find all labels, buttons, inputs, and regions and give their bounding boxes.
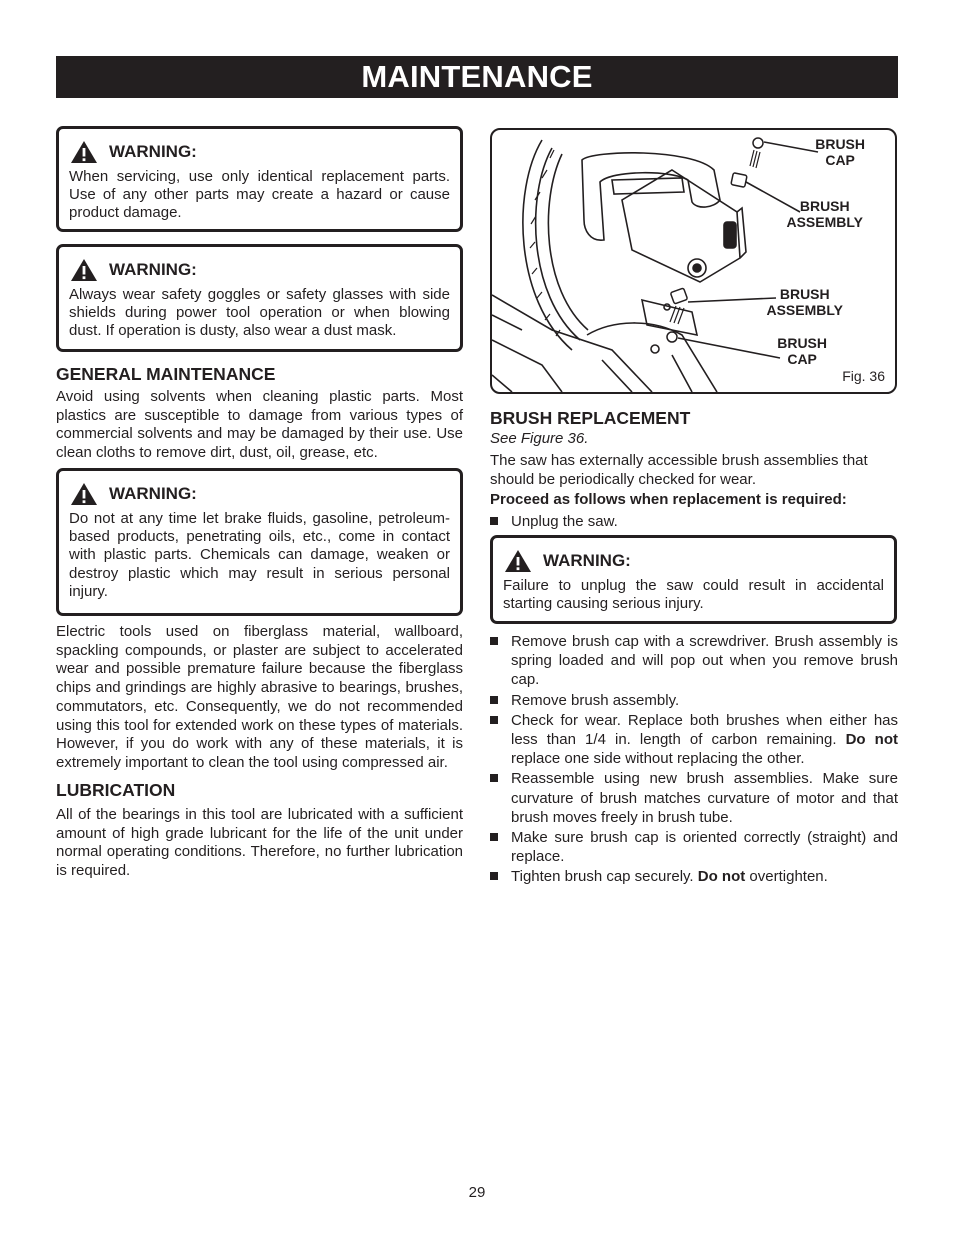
warning-triangle-icon bbox=[70, 258, 98, 282]
warning-label: WARNING: bbox=[109, 142, 197, 161]
warning-label: WARNING: bbox=[543, 551, 631, 570]
warning-triangle-icon bbox=[504, 549, 532, 573]
page-number: 29 bbox=[468, 1184, 486, 1201]
list-item: Remove brush assembly. bbox=[490, 691, 898, 710]
label-brush-assembly-top: BRUSH ASSEMBLY bbox=[786, 198, 863, 230]
warning-box-replacement-parts bbox=[56, 126, 463, 232]
unplug-step-list bbox=[490, 512, 898, 532]
proceed-instruction: Proceed as follows when replacement is required: bbox=[490, 491, 847, 508]
label-brush-cap-bottom: BRUSH CAP bbox=[777, 335, 827, 367]
page-title: MAINTENANCE bbox=[56, 56, 898, 98]
brush-replacement-heading: BRUSH REPLACEMENT bbox=[490, 408, 691, 428]
label-brush-assembly-bottom: BRUSH ASSEMBLY bbox=[766, 286, 843, 318]
warning-label: WARNING: bbox=[109, 484, 197, 503]
general-maintenance-text: Avoid using solvents when cleaning plastic parts. Most plastics are susceptible to damage from various types of commercial solvents and may be damaged by their use. Use clean cloths to remove dirt, dust, oil, grease, etc. bbox=[56, 388, 463, 462]
list-item: Check for wear. Replace both brushes when either has less than 1/4 in. length of carbon remaining. Do not replace one side without replacing the other. bbox=[490, 711, 898, 769]
list-item: Tighten brush cap securely. Do not overtighten. bbox=[490, 867, 898, 886]
figure-caption: Fig. 36 bbox=[842, 368, 885, 384]
fiberglass-text: Electric tools used on fiberglass material, wallboard, spackling compounds, or plaster are subject to accelerated wear and possible premature failure because the fiberglass chips and grindings are highly abrasive to bearings, brushes, commutators, etc. Consequently, we do not recommended using this tool for extended work on these types of materials. However, if you do work with any of these materials, it is extremely important to clean the tool using compressed air. bbox=[56, 623, 463, 771]
warning-triangle-icon bbox=[70, 482, 98, 506]
warning-triangle-icon bbox=[70, 140, 98, 164]
warning-text: Do not at any time let brake fluids, gasoline, petroleum-based products, penetrating oils, etc., come in contact with plastic parts. Chemicals can damage, weaken or destroy plastic which may result in serious personal injury. bbox=[69, 510, 450, 600]
see-figure-reference: See Figure 36. bbox=[490, 430, 589, 447]
warning-text: Always wear safety goggles or safety glasses with side shields during power tool operation or when blowing dust. If operation is dusty, also wear a dust mask. bbox=[69, 286, 450, 340]
warning-label: WARNING: bbox=[109, 260, 197, 279]
list-item: Unplug the saw. bbox=[490, 512, 898, 531]
warning-box-chemicals bbox=[56, 468, 463, 616]
list-item: Make sure brush cap is oriented correctly (straight) and replace. bbox=[490, 828, 898, 866]
warning-box-unplug bbox=[490, 535, 897, 624]
list-item: Reassemble using new brush assemblies. Make sure curvature of brush matches curvature of motor and that brush moves freely in brush tube. bbox=[490, 769, 898, 827]
brush-steps-list bbox=[490, 632, 898, 888]
miter-saw-illustration bbox=[492, 130, 897, 394]
figure-36-brush-diagram bbox=[490, 128, 897, 394]
warning-text: When servicing, use only identical replacement parts. Use of any other parts may create a hazard or cause product damage. bbox=[69, 168, 450, 222]
lubrication-text: All of the bearings in this tool are lubricated with a sufficient amount of high grade lubricant for the life of the unit under normal operating conditions. Therefore, no further lubrication is required. bbox=[56, 806, 463, 880]
warning-text: Failure to unplug the saw could result in accidental starting causing serious injury. bbox=[503, 577, 884, 613]
list-item: Remove brush cap with a screwdriver. Brush assembly is spring loaded and will pop out when you remove brush cap. bbox=[490, 632, 898, 690]
general-maintenance-heading: GENERAL MAINTENANCE bbox=[56, 364, 276, 384]
label-brush-cap-top: BRUSH CAP bbox=[815, 136, 865, 168]
lubrication-heading: LUBRICATION bbox=[56, 780, 176, 800]
warning-box-safety-goggles bbox=[56, 244, 463, 352]
brush-intro-text: The saw has externally accessible brush assemblies that should be periodically checked for wear. bbox=[490, 452, 868, 488]
